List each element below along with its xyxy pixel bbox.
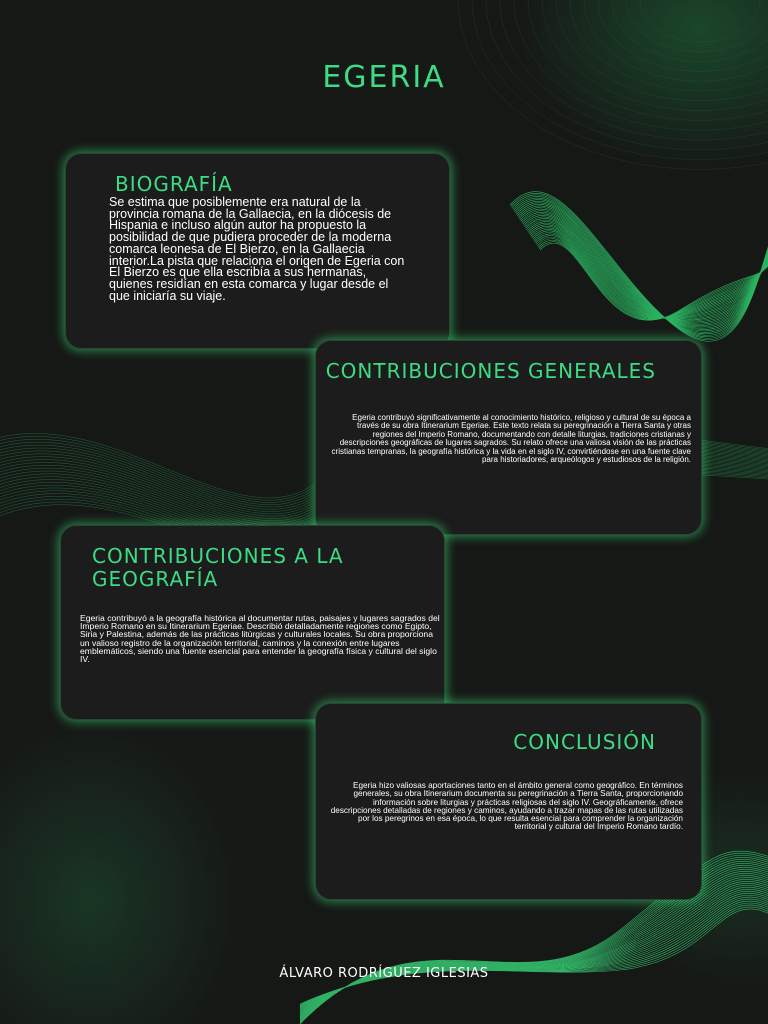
- card-heading-biografia: BIOGRAFÍA: [115, 172, 233, 196]
- card-heading-contribuciones-geografia: CONTRIBUCIONES A LA GEOGRAFÍA: [92, 544, 344, 591]
- page-title: EGERIA: [322, 60, 446, 95]
- card-conclusion: [315, 703, 702, 900]
- card-biografia: [65, 153, 450, 349]
- card-body-contribuciones-generales: Egeria contribuyó significativamente al conocimiento histórico, religioso y cultural de su época a través de su obra Itinerarium Egeriae. Este texto relata su peregrinación a Tierra Santa y otras regiones del Imperio Romano, documentando con detalle liturgias, tradiciones cristianas y descripciones geográficas de lugares sagrados. Su relato ofrece una valiosa visión de las prácticas cristianas tempranas, la geografía histórica y la vida en el siglo IV, convirtiéndose en una fuente clave para historiadores, arqueólogos y estudiosos de la religión.: [331, 413, 691, 465]
- card-body-biografia: Se estima que posiblemente era natural de la provincia romana de la Gallaecia, en la diócesis de Hispania e incluso algún autor ha propuesto la posibilidad de que pudiera proceder de la moderna comarca leonesa de El Bierzo, en la Gallaecia interior.La pista que relaciona el origen de Egeria con El Bierzo es que ella escribía a sus hermanas, quienes residían en esta comarca y lugar desde el que iniciaría su viaje.: [109, 195, 405, 303]
- card-body-conclusion: Egeria hizo valiosas aportaciones tanto en el ámbito general como geográfico. En términos generales, su obra Itinerarium documenta su peregrinación a Tierra Santa, proporcionando información sobre liturgias y prácticas religiosas del siglo IV. Geográficamente, ofrece descripciones detalladas de regiones y caminos, ayudando a trazar mapas de las rutas utilizadas por los peregrinos en esa época, lo que resulta esencial para comprender la organización territorial y cultural del Imperio Romano tardío.: [330, 781, 683, 832]
- author-name: ÁLVARO RODRÍGUEZ IGLESIAS: [279, 966, 489, 981]
- card-heading-conclusion: CONCLUSIÓN: [513, 730, 656, 754]
- card-heading-contribuciones-generales: CONTRIBUCIONES GENERALES: [325, 359, 656, 383]
- card-body-contribuciones-geografia: Egeria contribuyó a la geografía histórica al documentar rutas, paisajes y lugares sagrados del Imperio Romano en su Itinerarium Egeriae. Describió detalladamente regiones como Egipto, Siria y Palestina, además de las prácticas litúrgicas y culturales locales. Su obra proporciona un valioso registro de la organización territorial, caminos y la conexión entre lugares emblemáticos, siendo una fuente esencial para entender la geografía física y cultural del siglo IV.: [80, 613, 440, 665]
- card-contribuciones-generales: [315, 340, 702, 535]
- card-contribuciones-geografia: [60, 525, 445, 720]
